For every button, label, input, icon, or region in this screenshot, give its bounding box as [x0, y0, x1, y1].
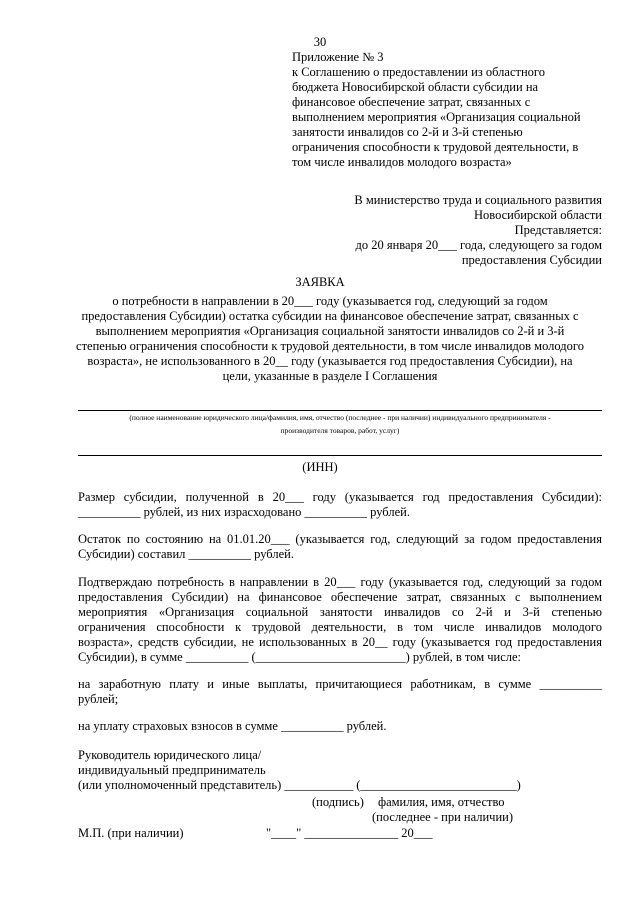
subtitle-line: выполнением мероприятия «Организация социальной занятости инвалидов со 2-й и 3-й	[95, 324, 565, 338]
stamp-label: М.П. (при наличии)	[78, 826, 184, 840]
appendix-line: Приложение № 3	[292, 50, 384, 64]
paragraph-line: мероприятия «Организация социальной занятости инвалидов со 2-й и 3-й степенью	[78, 605, 602, 619]
addressee-block	[354, 193, 602, 268]
appendix-line: занятости инвалидов со 2-й и 3-й степенью	[292, 125, 523, 139]
appendix-line: финансовое обеспечение затрат, связанных с	[292, 95, 531, 109]
addressee-line: В министерство труда и социального развития	[354, 193, 602, 207]
subtitle-line: степенью ограничения способности к трудовой деятельности, в том числе инвалидов молодого	[76, 339, 584, 353]
signature-caption: (подпись)	[312, 795, 364, 809]
subtitle-line: о потребности в направлении в 20___ году (указывается год, следующий за годом	[112, 294, 548, 308]
inn-line	[78, 455, 602, 456]
paragraph-confirmation	[78, 575, 602, 665]
recipient-caption	[78, 411, 602, 437]
name-caption: фамилия, имя, отчество	[378, 795, 505, 809]
paragraph-line: ограничения способности к трудовой деятельности, в том числе инвалидов молодого	[78, 620, 602, 634]
addressee-line: Представляется:	[514, 223, 602, 237]
subtitle-line: предоставления Субсидии) остатка субсидии на финансовое обеспечение затрат, связанных с	[81, 309, 579, 323]
caption-line: производителя товаров, работ, услуг)	[280, 426, 400, 435]
paragraph-balance	[78, 532, 602, 562]
caption-line: (полное наименование юридического лица/фамилия, имя, отчество (последнее - при наличии) индивидуального предпринимателя -	[129, 413, 551, 422]
addressee-line: предоставления Субсидии	[461, 253, 602, 267]
appendix-line: ограничения способности к трудовой деятельности, в	[292, 140, 579, 154]
appendix-header	[292, 50, 612, 170]
subtitle-line: цели, указанные в разделе I Соглашения	[222, 369, 438, 383]
paragraph-line: рублей;	[78, 692, 119, 706]
document-subtitle	[60, 294, 600, 384]
subtitle-line: возраста», не использованного в 20__ году (указывается год предоставления Субсидии), на	[87, 354, 573, 368]
appendix-line: к Соглашению о предоставлении из областного	[292, 65, 545, 79]
paragraph-line: на заработную плату и иные выплаты, причитающиеся работникам, в сумме __________	[78, 677, 602, 691]
appendix-line: том числе инвалидов молодого возраста»	[292, 155, 512, 169]
paragraph-line: возраста», средств субсидии, не использованных в 20__ году (указывается год предоставления	[78, 635, 602, 649]
paragraph-line: __________ рублей, из них израсходовано __________ рублей.	[78, 505, 410, 519]
paragraph-salary	[78, 677, 602, 707]
inn-label: (ИНН)	[302, 460, 338, 474]
signature-block	[78, 748, 521, 793]
signature-line: (или уполномоченный представитель) ___________ (_________________________)	[78, 778, 521, 792]
paragraph-line: Субсидии), в сумме __________ (________________________) рублей, в том числе:	[78, 650, 522, 664]
addressee-line: Новосибирской области	[473, 208, 602, 222]
document-title: ЗАЯВКА	[295, 275, 345, 289]
page-number: 30	[313, 35, 327, 49]
paragraph-line: на уплату страховых взносов в сумме __________ рублей.	[78, 719, 387, 733]
signature-line: Руководитель юридического лица/	[78, 748, 262, 762]
signature-line: индивидуальный предприниматель	[78, 763, 266, 777]
paragraph-line: Размер субсидии, полученной в 20___ году (указывается год предоставления Субсидии):	[78, 490, 602, 504]
appendix-line: выполнением мероприятия «Организация социальной	[292, 110, 581, 124]
appendix-line: бюджета Новосибирской области субсидии на	[292, 80, 539, 94]
paragraph-subsidy-amount	[78, 490, 602, 520]
paragraph-line: Остаток по состоянию на 01.01.20___ (указывается год, следующий за годом предоставления	[78, 532, 602, 546]
name-caption-note: (последнее - при наличии)	[372, 810, 513, 824]
paragraph-line: Субсидии) составил __________ рублей.	[78, 547, 294, 561]
date-field: "____" _______________ 20___	[266, 826, 433, 840]
paragraph-line: предоставления Субсидии) на финансовое обеспечение затрат, связанных с выполнением	[78, 590, 602, 604]
addressee-line: до 20 января 20___ года, следующего за годом	[355, 238, 602, 252]
paragraph-line: Подтверждаю потребность в направлении в 20___ году (указывается год, следующий за годом	[78, 575, 602, 589]
paragraph-insurance	[78, 719, 602, 734]
